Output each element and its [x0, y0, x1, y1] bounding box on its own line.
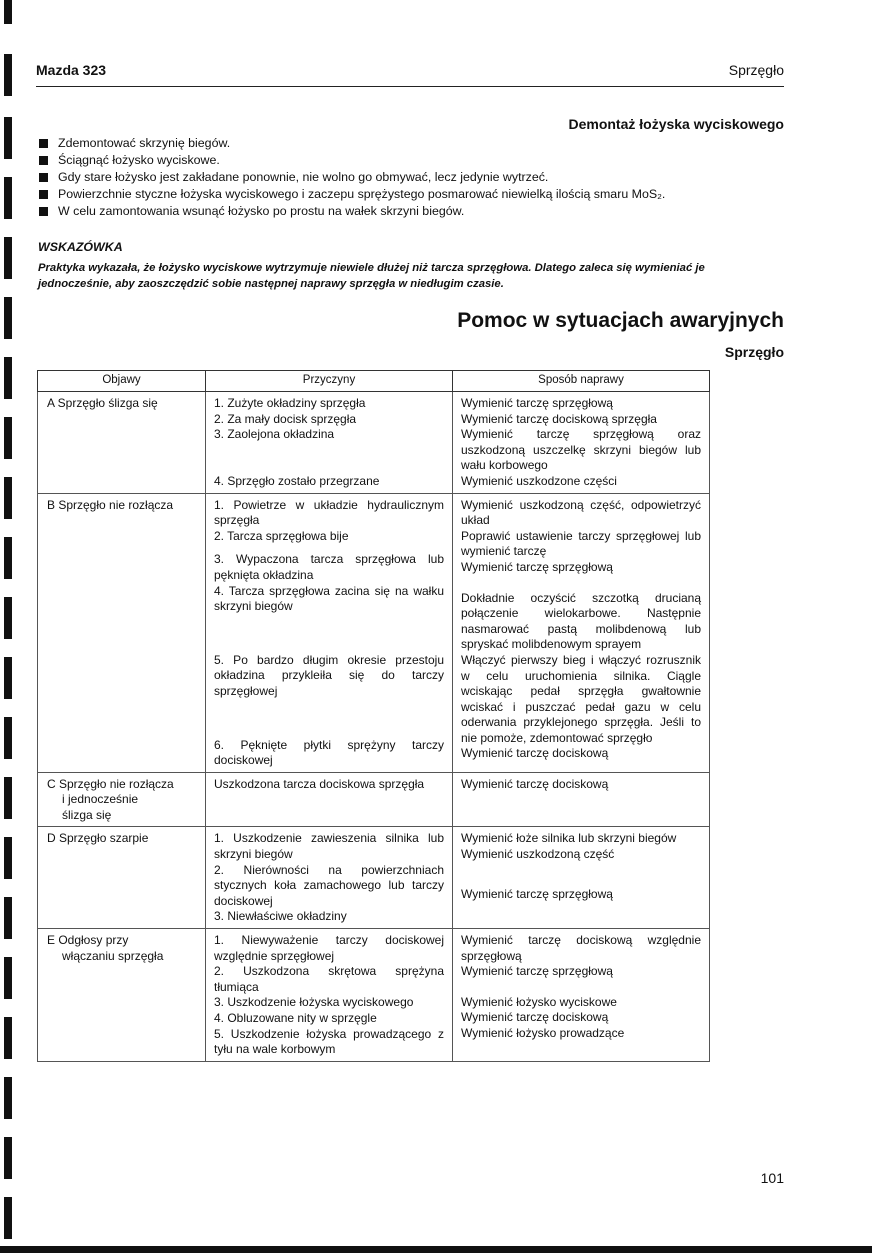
note-text: Praktyka wykazała, że łożysko wyciskowe wytrzymuje niewiele dłużej niż tarcza sprzęgłowa. Dlatego zaleca się wymieniać je jednocześnie, aby zaoszczędzić sobie następnej naprawy sprzęgła w niedługim czasie. [38, 262, 705, 290]
square-bullet-icon [39, 156, 48, 165]
table-row [38, 827, 710, 929]
emergency-title: Pomoc w sytuacjach awaryjnych [457, 309, 784, 332]
table-row [38, 493, 710, 772]
column-header-remedies: Sposób naprawy [453, 371, 710, 392]
square-bullet-icon [39, 190, 48, 199]
causes-cell: 1. Powietrze w układzie hydraulicznym sprzęgła 2. Tarcza sprzęgłowa bije 3. Wypaczona tarcza sprzęgłowa lub pęknięta okładzina 4. Tarcza sprzęgłowa zacina się na wałku skrzyni biegów 5. Po bardzo długim okresie przestoju okładzina przykleiła się do tarczy sprzęgłowej 6. Pęknięte płytki sprężyny tarczy dociskowej [206, 493, 453, 772]
remedies-cell: Wymienić uszkodzoną część, odpowietrzyć układ Poprawić ustawienie tarczy sprzęgłowej lub wymienić tarczę Wymienić tarczę sprzęgłową Dokładnie oczyścić szczotką drucianą połączenie wielokarbowe. Następnie nasmarować pastą molibdenową lub spryskać molibdenowym sprayem Włączyć pierwszy bieg i włączyć rozrusznik w celu uruchomienia silnika. Ciągle wciskając pedał sprzęgła gwałtownie wciskać i puszczać pedał gazu w celu oderwania przyklejonego sprzęgła. Jeśli to nie pomoże, zdemontować sprzęgło Wymienić tarczę dociskową [453, 493, 710, 772]
list-item: Zdemontować skrzynię biegów. [38, 135, 710, 152]
book-title: Mazda 323 [36, 62, 107, 78]
list-item: Ściągnąć łożysko wyciskowe. [38, 152, 710, 169]
square-bullet-icon [39, 207, 48, 216]
remedies-cell: Wymienić tarczę dociskową [453, 772, 710, 827]
causes-cell: 1. Uszkodzenie zawieszenia silnika lub skrzyni biegów 2. Nierówności na powierzchniach stycznych koła zamachowego lub tarczy dociskowej 3. Niewłaściwe okładziny [206, 827, 453, 929]
troubleshooting-table [37, 370, 710, 1062]
chapter-title: Sprzęgło [728, 62, 784, 78]
list-item: Gdy stare łożysko jest zakładane ponownie, nie wolno go obmywać, lecz jedynie wytrzeć. [38, 169, 710, 186]
binding-marks [0, 0, 16, 1253]
causes-cell: Uszkodzona tarcza dociskowa sprzęgła [206, 772, 453, 827]
table-header-row [38, 371, 710, 392]
instruction-list [38, 135, 710, 220]
causes-cell: 1. Zużyte okładziny sprzęgła 2. Za mały docisk sprzęgła 3. Zaolejona okładzina 4. Sprzęgło zostało przegrzane [206, 392, 453, 494]
symptom-cell: D Sprzęgło szarpie [38, 827, 206, 929]
square-bullet-icon [39, 139, 48, 148]
table-row [38, 772, 710, 827]
remedies-cell: Wymienić łoże silnika lub skrzyni biegów Wymienić uszkodzoną część Wymienić tarczę sprzęgłową [453, 827, 710, 929]
symptom-cell: A Sprzęgło ślizga się [38, 392, 206, 494]
remedies-cell: Wymienić tarczę dociskową względnie sprzęgłową Wymienić tarczę sprzęgłową Wymienić łożysko wyciskowe Wymienić tarczę dociskową Wymienić łożysko prowadzące [453, 929, 710, 1062]
emergency-subtitle: Sprzęgło [724, 344, 784, 360]
page-bottom-edge [0, 1246, 872, 1253]
list-item: W celu zamontowania wsunąć łożysko po prostu na wałek skrzyni biegów. [38, 203, 710, 220]
causes-cell: 1. Niewyważenie tarczy dociskowej względnie sprzęgłowej 2. Uszkodzona skrętowa sprężyna tłumiąca 3. Uszkodzenie łożyska wyciskowego 4. Obluzowane nity w sprzęgle 5. Uszkodzenie łożyska prowadzącego z tyłu na wale korbowym [206, 929, 453, 1062]
table-row [38, 929, 710, 1062]
symptom-cell: E Odgłosy przy włączaniu sprzęgła [38, 929, 206, 1062]
note-heading: WSKAZÓWKA [38, 240, 123, 254]
list-item: Powierzchnie styczne łożyska wyciskowego i zaczepu sprężystego posmarować niewielką ilością smaru MoS₂. [38, 186, 710, 203]
symptom-cell: C Sprzęgło nie rozłącza i jednocześnie ślizga się [38, 772, 206, 827]
column-header-causes: Przyczyny [206, 371, 453, 392]
page-number: 101 [760, 1170, 784, 1186]
symptom-cell: B Sprzęgło nie rozłącza [38, 493, 206, 772]
remedies-cell: Wymienić tarczę sprzęgłową Wymienić tarczę dociskową sprzęgła Wymienić tarczę sprzęgłową oraz uszkodzoną uszczelkę skrzyni biegów lub wału korbowego Wymienić uszkodzone części [453, 392, 710, 494]
page-header [36, 60, 784, 87]
table-row [38, 392, 710, 494]
square-bullet-icon [39, 173, 48, 182]
section-title: Demontaż łożyska wyciskowego [568, 116, 784, 132]
column-header-symptoms: Objawy [38, 371, 206, 392]
